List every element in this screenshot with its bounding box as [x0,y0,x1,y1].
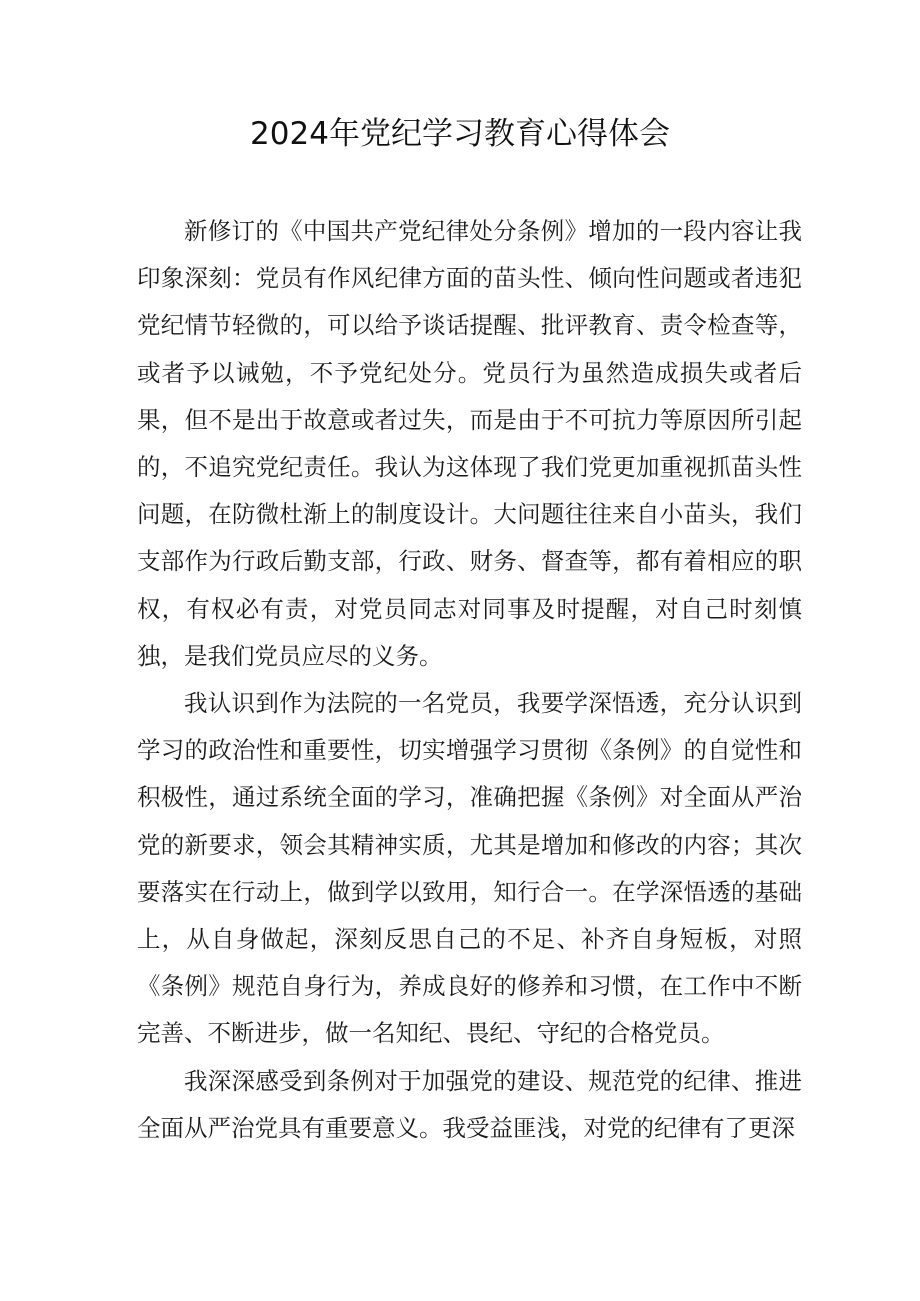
paragraph-3: 我深深感受到条例对于加强党的建设、规范党的纪律、推进全面从严治党具有重要意义。我受益匪浅，对党的纪律有了更深 [137,1066,802,1142]
paragraph-2: 我认识到作为法院的一名党员，我要学深悟透，充分认识到学习的政治性和重要性，切实增强学习贯彻《条例》的自觉性和积极性，通过系统全面的学习，准确把握《条例》对全面从严治党的新要求，领会其精神实质，尤其是增加和修改的内容；其次要落实在行动上，做到学以致用，知行合一。在学深悟透的基础上，从自身做起，深刻反思自己的不足、补齐自身短板，对照《条例》规范自身行为，养成良好的修养和习惯，在工作中不断完善、不断进步，做一名知纪、畏纪、守纪的合格党员。 [137,689,802,1048]
document-title: 2024年党纪学习教育心得体会 [250,116,670,152]
document-body [137,208,802,1152]
paragraph-1: 新修订的《中国共产党纪律处分条例》增加的一段内容让我印象深刻：党员有作风纪律方面的苗头性、倾向性问题或者违犯党纪情节轻微的，可以给予谈话提醒、批评教育、责令检查等，或者予以诫勉，不予党纪处分。党员行为虽然造成损失或者后果，但不是出于故意或者过失，而是由于不可抗力等原因所引起的，不追究党纪责任。我认为这体现了我们党更加重视抓苗头性问题，在防微杜渐上的制度设计。大问题往往来自小苗头，我们支部作为行政后勤支部，行政、财务、督查等，都有着相应的职权，有权必有责，对党员同志对同事及时提醒，对自己时刻慎独，是我们党员应尽的义务。 [137,217,802,670]
